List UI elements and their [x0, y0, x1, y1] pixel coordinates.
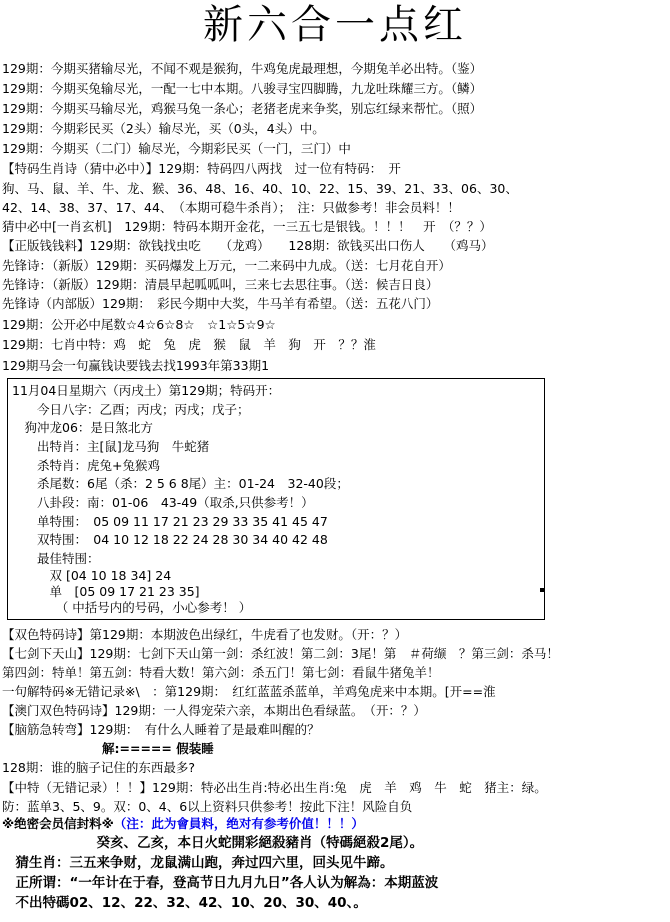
- text-line: 一句解特码※无错记录※\ ：第129期： 红红蓝蓝杀蓝单，羊鸡兔虎来中本期。[开==淮: [2, 684, 496, 699]
- text-line: 129期：今期买兔输尽光，一配一七中本期。八骏寻宝四脚腾，九龙吐珠耀三方。（鳞）: [2, 81, 483, 96]
- vip-label: ※绝密会员信封料※: [2, 816, 114, 831]
- final-line: 不出特碼02、12、22、32、42、10、20、30、40、。: [2, 895, 367, 911]
- text-line: 【中特（无错记录）！！】129期：特必出生肖:特必出生肖:兔 虎 羊 鸡 牛 蛇 猪主：绿。: [2, 780, 547, 795]
- text-line: 129期：今期买（二门）输尽光，今期彩民买（一门，三门）中: [2, 141, 351, 156]
- vip-note: （注：此为會員料，绝对有参考价值！！！）: [113, 816, 364, 831]
- box-line: 最佳特围：: [12, 551, 100, 566]
- box-line: 单 [05 09 17 21 23 35]: [12, 584, 200, 599]
- box-line: 今日八字：乙酉；丙戌；丙戌；戊子；: [12, 402, 250, 417]
- text-line: 129期：今期彩民买（2头）输尽光，买（0头，4头）中。: [2, 121, 325, 136]
- box-line: 单特围： 05 09 11 17 21 23 29 33 35 41 45 47: [12, 514, 328, 529]
- text-line: 129期：公开必中尾数☆4☆6☆8☆ ☆1☆5☆9☆: [2, 317, 276, 332]
- text-line: 129期：七肖中特：鸡 蛇 兔 虎 猴 鼠 羊 狗 开 ？？淮: [2, 337, 376, 352]
- text-line: 129期：今期买猪输尽光，不闻不观是猴狗，牛鸡兔虎最理想，今期兔羊必出特。（鉴）: [2, 61, 483, 76]
- final-line: 癸亥、乙亥，本日火蛇開彩絕殺豬肖（特碼絕殺2尾）。: [2, 835, 424, 851]
- box-line: 杀尾数：6尾（杀：2 5 6 8尾）主：01-24 32-40段；: [12, 476, 349, 491]
- final-line: 猜生肖：三五来争财，龙鼠满山跑，奔过四六里，回头见牛蹄。: [2, 855, 394, 871]
- text-line: 先锋诗：（新版）129期：买码爆发上万元，一二来码中九成。（送：七月花自开）: [2, 258, 451, 273]
- box-line: 双特围： 04 10 12 18 22 24 28 30 34 40 42 48: [12, 532, 328, 547]
- text-line: 防：蓝单3、5、9。双：0、4、6以上资料只供参考！按此下注！风险自负: [2, 799, 413, 814]
- box-line: 杀特肖：虎兔+兔猴鸡: [12, 458, 160, 473]
- text-line: 【七剑下天山】129期：七剑下天山第一剑：杀红波！第二剑：3尾！第 ＃荷缬 ？第三剑：杀马！: [2, 646, 559, 661]
- vip-line: [2, 815, 364, 833]
- box-line: 狗冲龙06：是日煞北方: [12, 420, 153, 435]
- forecast-box: [7, 378, 545, 620]
- text-line: 猜中必中[一肖玄机] 129期：特码本期开金花，一三五七是银钱。！！！ 开 （？？）: [2, 219, 492, 234]
- text-line: 【澳门双色特码诗】129期：一人得宠荣六亲，本期出色看绿蓝。 （开：？）: [2, 703, 426, 718]
- text-line: 128期：谁的脑子记住的东西最多?: [2, 760, 195, 775]
- box-line: （ 中括号内的号码，小心参考！ ）: [12, 600, 252, 615]
- text-line: 129期：今期买马输尽光，鸡猴马兔一条心；老猪老虎来争奖，别忘红绿来帮忙。（照）: [2, 101, 483, 116]
- page-title: 新六合一点红: [203, 2, 467, 48]
- text-line: 第四剑：特单！第五剑：特看大数！第六剑：杀五门！第七剑：看鼠牛猪兔羊！: [2, 665, 440, 680]
- riddle-answer: 解:===== 假装睡: [2, 741, 214, 756]
- text-line: 先锋诗（内部版）129期： 彩民今期中大奖，牛马羊有希望。（送：五花八门）: [2, 296, 439, 311]
- box-line: 双 [04 10 18 34] 24: [12, 568, 172, 583]
- text-line: 先锋诗：（新版）129期：清晨早起呱呱叫，三来七去思往事。（送：候吉日良）: [2, 277, 439, 292]
- text-line: 【特码生肖诗（猜中必中）】129期：特码四八两找 过一位有特码： 开: [2, 161, 401, 176]
- text-line: 【脑筋急转弯】129期： 有什么人睡着了是最难叫醒的？: [2, 722, 320, 737]
- text-line: 129期马会一句赢钱诀要钱去找1993年第33期1: [2, 358, 270, 373]
- final-line: 正所谓：“一年计在于春，登高节日九月九日”各人认为解為：本期蓝波: [2, 875, 439, 891]
- text-line: 【正版钱钱料】129期：欲钱找虫吃 （龙鸡） 128期：欲钱买出口伤人 （鸡马）: [2, 238, 494, 253]
- text-line: 42、14、38、37、17、44、 （本期可稳牛杀肖）； 注：只做参考！非会员料！！: [2, 200, 460, 215]
- text-line: 【双色特码诗】第129期：本期波色出绿红，牛虎看了也发财。（开：？）: [2, 627, 408, 642]
- box-line: 八卦段：南：01-06 43-49（取杀,只供参考！）: [12, 495, 314, 510]
- text-line: 狗、马、鼠、羊、牛、龙、猴、36、48、16、40、10、22、15、39、21、33、06、30、: [2, 181, 518, 196]
- box-line: 出特肖：主[鼠]龙马狗 牛蛇猪: [12, 439, 210, 454]
- box-line: 11月04日星期六（丙戌土）第129期；特码开：: [12, 383, 281, 398]
- box-corner-marker: [540, 588, 544, 592]
